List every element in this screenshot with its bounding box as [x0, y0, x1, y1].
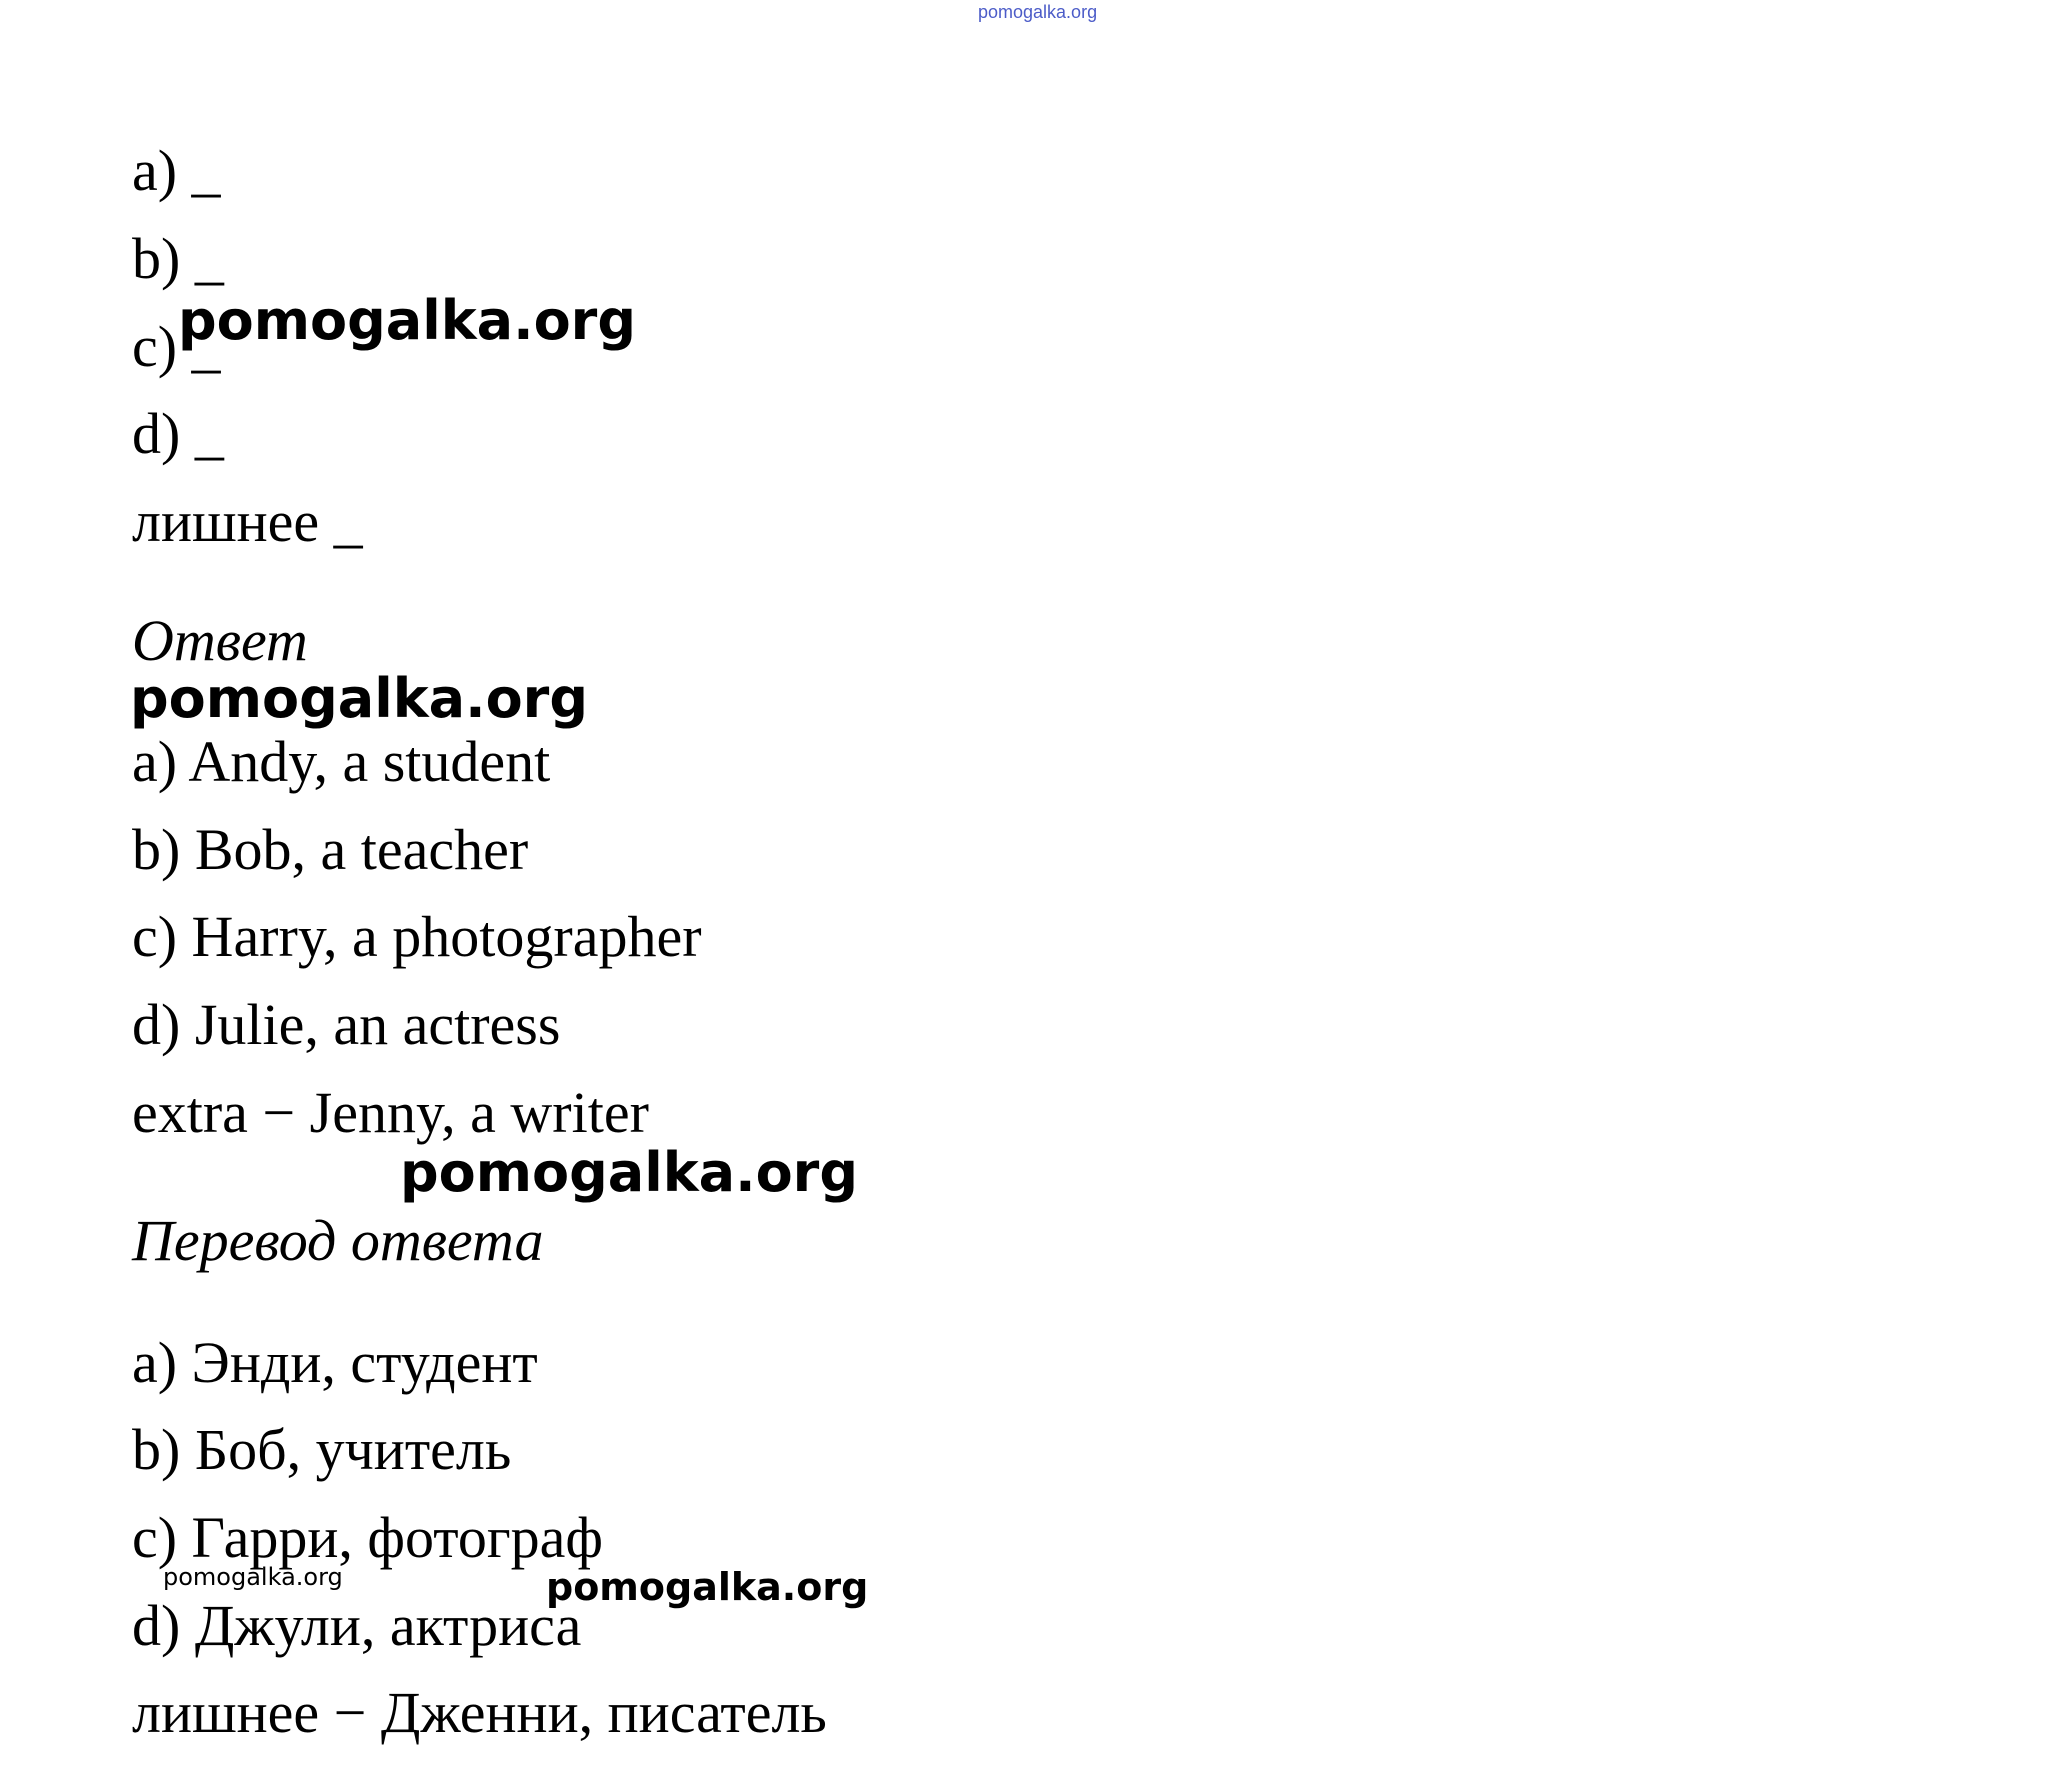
question-extra: лишнее _ [132, 489, 363, 554]
translation-item-b: b) Боб, учитель [132, 1417, 512, 1482]
translation-extra: лишнее − Дженни, писатель [132, 1680, 827, 1745]
question-item-c: c) _ [132, 314, 221, 379]
watermark-4: pomogalka.org [163, 1563, 343, 1591]
answer-extra: extra − Jenny, a writer [132, 1080, 649, 1145]
watermark-3: pomogalka.org [400, 1141, 858, 1204]
answer-item-c: c) Harry, a photographer [132, 904, 702, 969]
translation-item-c: c) Гарри, фотограф [132, 1505, 603, 1570]
watermark-2: pomogalka.org [130, 667, 588, 730]
watermark-5: pomogalka.org [546, 1565, 869, 1609]
answer-item-a: a) Andy, a student [132, 729, 551, 794]
answer-item-b: b) Bob, a teacher [132, 817, 529, 882]
translation-item-a: a) Энди, студент [132, 1330, 538, 1395]
translation-heading: Перевод ответа [132, 1208, 544, 1273]
header-watermark: pomogalka.org [978, 2, 1098, 22]
translation-item-d: d) Джули, актриса [132, 1593, 582, 1658]
question-item-d: d) _ [132, 401, 224, 466]
question-item-b: b) _ [132, 226, 224, 291]
answer-item-d: d) Julie, an actress [132, 992, 561, 1057]
answer-heading: Ответ [132, 608, 308, 673]
watermark-1: pomogalka.org [178, 289, 636, 352]
question-item-a: a) _ [132, 138, 221, 203]
